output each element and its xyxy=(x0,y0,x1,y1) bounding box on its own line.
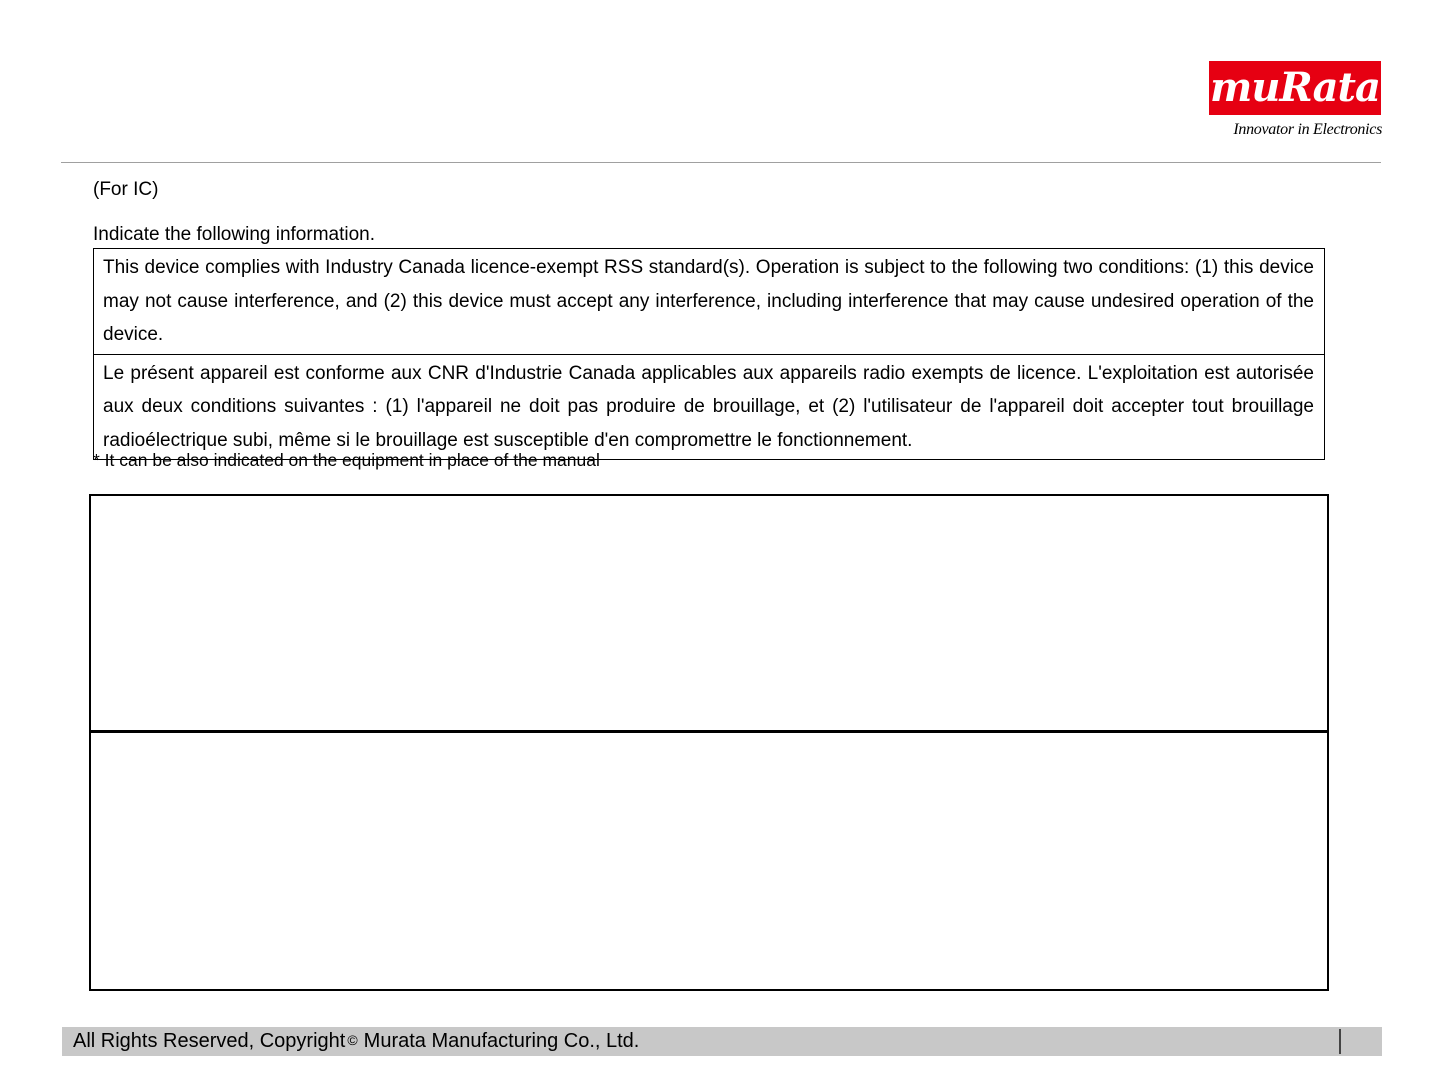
logo-box xyxy=(1209,61,1381,115)
notice-english: This device complies with Industry Canada licence-exempt RSS standard(s). Operation is subject to the following two conditions: (1) this device may not cause interference, and (2) this device must accept any interference, including interference that may cause undesired operation of the device. xyxy=(94,249,1325,355)
footer-divider xyxy=(1339,1029,1341,1054)
footer-rights: All Rights Reserved, Copyright xyxy=(73,1030,346,1052)
empty-box-top xyxy=(89,494,1329,733)
murata-logo xyxy=(1209,61,1382,139)
footer-text xyxy=(73,1030,639,1053)
section-label: (For IC) xyxy=(93,179,159,200)
logo-wordmark: muRata xyxy=(1210,64,1380,111)
footnote: * It can be also indicated on the equipment in place of the manual xyxy=(93,450,600,470)
empty-box-bottom xyxy=(89,730,1329,991)
notice-row-french xyxy=(94,354,1325,460)
logo-tagline: Innovator in Electronics xyxy=(1233,121,1382,138)
header-divider xyxy=(61,162,1381,163)
ic-notice-table xyxy=(93,248,1325,460)
instruction-text: Indicate the following information. xyxy=(93,224,375,245)
notice-row-english xyxy=(94,249,1325,355)
copyright-symbol: © xyxy=(347,1032,358,1048)
footer-bar xyxy=(62,1027,1382,1056)
footer-company: Murata Manufacturing Co., Ltd. xyxy=(363,1030,640,1052)
notice-french: Le présent appareil est conforme aux CNR d'Industrie Canada applicables aux appareils radio exempts de licence. L'exploitation est autorisée aux deux conditions suivantes : (1) l'appareil ne doit pas produire de brouillage, et (2) l'utilisateur de l'appareil doit accepter tout brouillage radioélectrique subi, même si le brouillage est susceptible d'en compromettre le fonctionnement. xyxy=(94,354,1325,460)
